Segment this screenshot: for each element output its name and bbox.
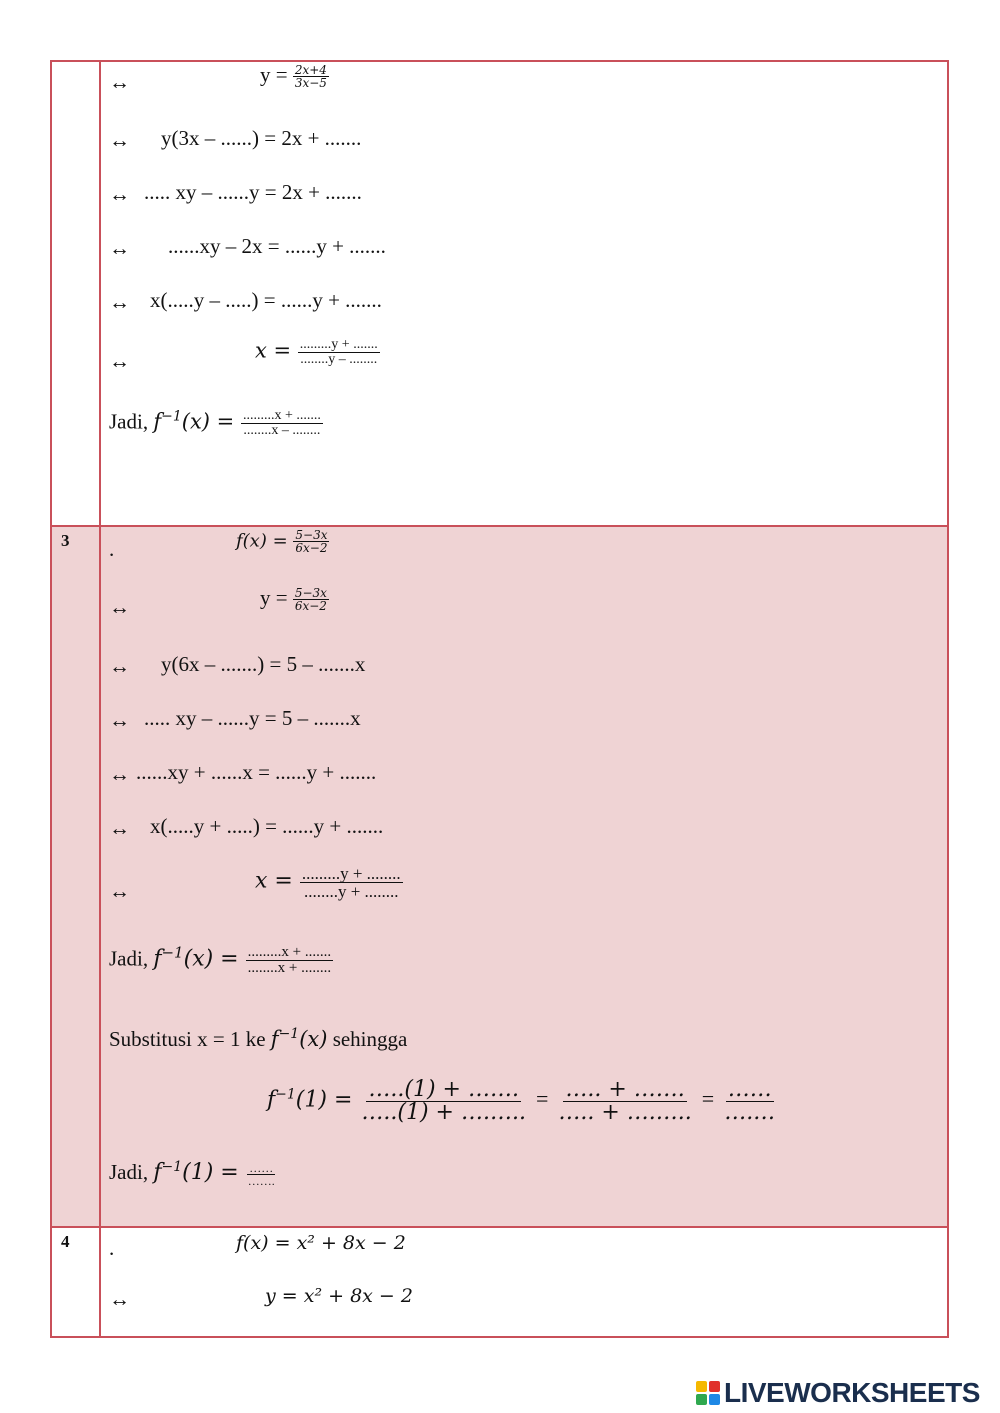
step-x-equals: x = $\frac{.........y + ........}{........y + ........}$	[255, 864, 401, 901]
step-line: x(.....y – .....) = ......y + .......	[150, 288, 382, 312]
logo-text: LIVEWORKSHEETS	[724, 1377, 980, 1408]
row-problem-2	[52, 62, 947, 527]
equivalence-arrow: ↔	[109, 70, 130, 94]
step-dot: .	[109, 537, 115, 561]
equivalence-arrow: ↔	[109, 128, 130, 152]
fraction: $\frac{.........y + ........}{........y + ........}$	[301, 864, 401, 901]
equivalence-arrow: ↔	[109, 290, 130, 314]
step-line: ......xy – 2x = ......y + .......	[168, 234, 386, 258]
step-y-equals: y = x² + 8x − 2	[265, 1285, 413, 1307]
step-line: ..... xy – ......y = 2x + .......	[144, 180, 362, 204]
fraction: $\frac{.........y + .......}{........y - ........}$	[299, 337, 378, 367]
logo-square-icon	[709, 1381, 720, 1392]
substitution-text: Substitusi x = 1 ke $f^{-1}(x)$ sehingga	[109, 1026, 408, 1051]
result-inverse: Jadi, $f^{-1}(x)$ = $\frac{.........x + .......}{........x - ........}$	[109, 408, 321, 438]
logo-square-icon	[696, 1381, 707, 1392]
fraction: $\frac{\dots\dots}{\dots.\dots}$	[724, 1077, 776, 1125]
fraction: $\frac{\dots.. + \dots\dots.}{\dots.. + \dots.\dots..}$	[558, 1077, 692, 1125]
step-line: y(3x – ......) = 2x + .......	[161, 126, 362, 150]
logo-square-icon	[696, 1394, 707, 1405]
worksheet-table	[50, 60, 949, 1338]
number-column	[52, 1228, 101, 1336]
equivalence-arrow: ↔	[109, 1287, 130, 1311]
step-line: x(.....y + .....) = ......y + .......	[150, 814, 384, 838]
step-y-equals: y = $\frac{5-3x}{6x-2}$	[260, 585, 327, 613]
equivalence-arrow: ↔	[109, 762, 130, 786]
problem-number: 4	[61, 1232, 70, 1251]
number-column	[52, 62, 101, 525]
fraction: $\frac{\dots\dots}{\dots\dots.}$	[247, 1160, 275, 1188]
row-problem-4	[52, 1228, 947, 1336]
fraction: $\frac{.........x + .......}{........x + ........}$	[247, 944, 332, 976]
liveworksheets-logo	[696, 1378, 980, 1408]
step-x-equals: x = $\frac{.........y + .......}{........y - ........}$	[255, 337, 378, 367]
number-column	[52, 527, 101, 1226]
logo-square-icon	[709, 1394, 720, 1405]
fraction: $\frac{5-3x}{6x-2}$	[295, 528, 328, 555]
row-problem-3	[52, 527, 947, 1228]
equivalence-arrow: ↔	[109, 816, 130, 840]
step-line: ......xy + ......x = ......y + .......	[136, 760, 377, 784]
calculation-line: $f^{-1}(1)$ = $\frac{\dots..(1) + \dots\dots.}{\dots..(1) + \dots.\dots..}$ = $\frac{\dots.. + \dots\dots.}{\dots.. + \dots.\dots..}$ = $\frac{\dots\dots}{\dots.\dots}$	[267, 1077, 776, 1125]
equivalence-arrow: ↔	[109, 236, 130, 260]
equivalence-arrow: ↔	[109, 708, 130, 732]
step-line: ..... xy – ......y = 5 – .......x	[144, 706, 361, 730]
equivalence-arrow: ↔	[109, 182, 130, 206]
step-f-of-x: f(x) = $\frac{5-3x}{6x-2}$	[236, 528, 328, 555]
equivalence-arrow: ↔	[109, 595, 130, 619]
logo-icon	[696, 1381, 720, 1405]
equivalence-arrow: ↔	[109, 879, 130, 903]
equivalence-arrow: ↔	[109, 349, 130, 373]
fraction: $\frac{5-3x}{6x-2}$	[294, 586, 327, 613]
fraction: $\frac{2x+4}{3x-5}$	[294, 63, 327, 90]
problem-number: 3	[61, 531, 70, 550]
equivalence-arrow: ↔	[109, 654, 130, 678]
fraction: $\frac{\dots..(1) + \dots\dots.}{\dots..(1) + \dots.\dots..}$	[361, 1077, 526, 1125]
final-result: Jadi, $f^{-1}(1)$ = $\frac{\dots\dots}{\dots\dots.}$	[109, 1159, 275, 1188]
step-dot: .	[109, 1236, 115, 1260]
step-y-equals: y = $\frac{2x+4}{3x-5}$	[260, 62, 327, 90]
step-line: y(6x – .......) = 5 – .......x	[161, 652, 366, 676]
result-inverse: Jadi, $f^{-1}(x)$ = $\frac{.........x + .......}{........x + ........}$	[109, 943, 332, 976]
step-f-of-x: f(x) = x² + 8x − 2	[236, 1232, 406, 1254]
fraction: $\frac{.........x + .......}{........x - ........}$	[242, 408, 321, 438]
